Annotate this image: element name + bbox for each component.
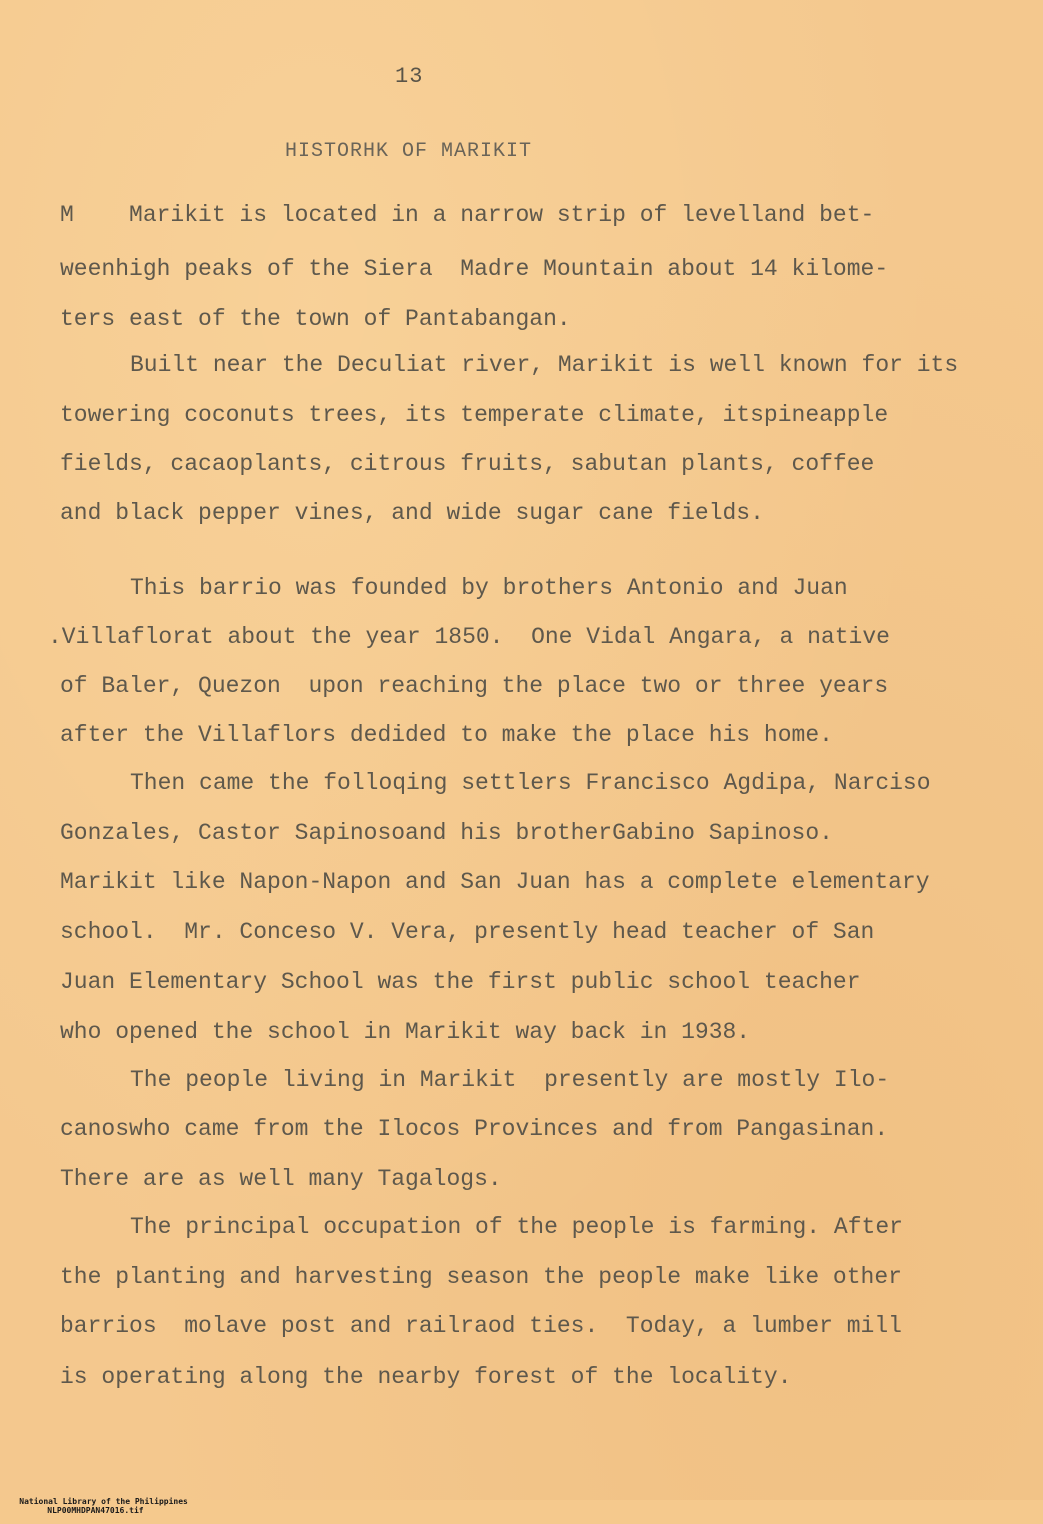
text-line: fields, cacaoplants, citrous fruits, sabutan plants, coffee bbox=[60, 451, 875, 477]
text-line: school. Mr. Conceso V. Vera, presently head teacher of San bbox=[60, 919, 875, 945]
text-line: Marikit like Napon-Napon and San Juan has a complete elementary bbox=[60, 869, 930, 895]
text-line: the planting and harvesting season the people make like other bbox=[60, 1264, 902, 1290]
text-line: Juan Elementary School was the first public school teacher bbox=[60, 969, 861, 995]
text-line: weenhigh peaks of the Siera Madre Mountain about 14 kilome- bbox=[60, 256, 889, 282]
text-line: who opened the school in Marikit way back in 1938. bbox=[60, 1019, 751, 1045]
text-line: This barrio was founded by brothers Antonio and Juan bbox=[130, 575, 848, 601]
text-line: The people living in Marikit presently are mostly Ilo- bbox=[130, 1067, 890, 1093]
text-line: M Marikit is located in a narrow strip of levelland bet- bbox=[60, 202, 875, 228]
text-line: The principal occupation of the people is farming. After bbox=[130, 1214, 903, 1240]
text-line: towering coconuts trees, its temperate climate, itspineapple bbox=[60, 402, 889, 428]
text-line: Gonzales, Castor Sapinosoand his brotherGabino Sapinoso. bbox=[60, 820, 833, 846]
text-line: canoswho came from the Ilocos Provinces and from Pangasinan. bbox=[60, 1116, 889, 1142]
text-line: .Villaflorat about the year 1850. One Vidal Angara, a native bbox=[48, 624, 890, 650]
text-line: is operating along the nearby forest of the locality. bbox=[60, 1364, 792, 1390]
footer-library: National Library of the Philippines bbox=[19, 1497, 188, 1506]
document-title: HISTORHK OF MARIKIT bbox=[285, 140, 533, 163]
text-line: of Baler, Quezon upon reaching the place two or three years bbox=[60, 673, 889, 699]
text-line: and black pepper vines, and wide sugar cane fields. bbox=[60, 500, 764, 526]
text-line: barrios molave post and railraod ties. Today, a lumber mill bbox=[60, 1313, 902, 1339]
text-line: Built near the Deculiat river, Marikit is well known for its bbox=[130, 352, 959, 378]
text-line: after the Villaflors dedided to make the place his home. bbox=[60, 722, 833, 748]
footer-file-id: NLP00MHDPAN47016.tif bbox=[47, 1506, 144, 1515]
text-line: There are as well many Tagalogs. bbox=[60, 1166, 502, 1192]
page-number: 13 bbox=[395, 64, 424, 89]
text-line: ters east of the town of Pantabangan. bbox=[60, 306, 571, 332]
text-line: Then came the folloqing settlers Francisco Agdipa, Narciso bbox=[130, 770, 931, 796]
scan-footer bbox=[0, 1488, 188, 1524]
